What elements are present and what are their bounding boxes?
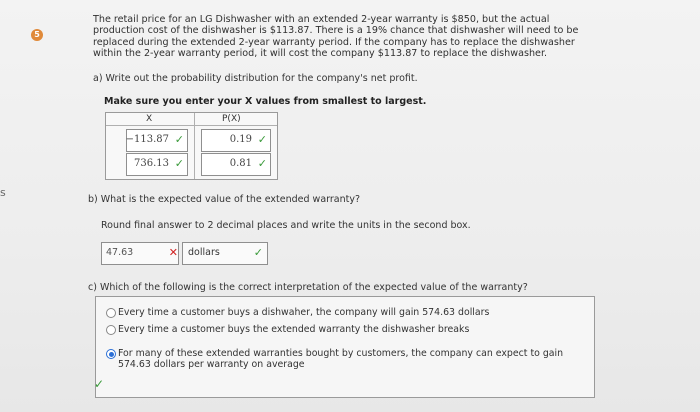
check-icon: ✓ <box>174 157 184 170</box>
radio-button-selected[interactable] <box>106 349 116 359</box>
question-number-badge: 5 <box>31 29 43 41</box>
check-icon: ✓ <box>174 133 184 146</box>
px-value-input-1[interactable]: 0.19 ✓ <box>201 129 271 152</box>
radio-button[interactable] <box>106 325 116 335</box>
cross-icon: ✕ <box>168 246 178 259</box>
units-input[interactable]: dollars ✓ <box>182 242 268 265</box>
part-b-label: b) What is the expected value of the extended warranty? <box>88 194 361 205</box>
question-text: The retail price for an LG Dishwasher with an extended 2-year warranty is $850, but the actual production cost of the dishwasher is $113.87. There is a 19% chance that dishwasher will need to be replaced during the extended 2-year warranty period. If the company has to replace the dishwasher within the 2-year warranty period, it will cost the company $113.87 to replace the dishwasher. <box>93 14 579 60</box>
radio-button[interactable] <box>106 308 116 318</box>
x-value-input-1[interactable]: −113.87 ✓ <box>126 129 188 152</box>
option-3[interactable]: For many of these extended warranties bought by customers, the company can expect to gain 574.63 dollars per warranty on average <box>106 348 594 370</box>
px-value-input-2[interactable]: 0.81 ✓ <box>201 153 271 176</box>
part-c-label: c) Which of the following is the correct interpretation of the expected value of the warranty? <box>88 282 528 293</box>
part-a-instruction: Make sure you enter your X values from smallest to largest. <box>104 96 427 107</box>
expected-value-input[interactable]: 47.63 ✕ <box>101 242 179 265</box>
x-column-header: X <box>146 114 153 124</box>
x-value-input-2[interactable]: 736.13 ✓ <box>126 153 188 176</box>
probability-distribution-table <box>105 112 278 180</box>
check-icon: ✓ <box>257 157 267 170</box>
check-icon: ✓ <box>94 377 105 391</box>
part-a-label: a) Write out the probability distribution for the company's net profit. <box>93 73 418 84</box>
option-2[interactable]: Every time a customer buys the extended warranty the dishwasher breaks <box>106 324 576 335</box>
check-icon: ✓ <box>253 246 263 259</box>
option-1[interactable]: Every time a customer buys a dishwaher, the company will gain 574.63 dollars <box>106 307 576 318</box>
header-divider <box>106 125 277 126</box>
interpretation-options <box>95 296 595 398</box>
check-icon: ✓ <box>257 133 267 146</box>
px-column-header: P(X) <box>222 114 241 124</box>
edge-fragment: s <box>0 186 6 199</box>
column-divider <box>194 113 195 179</box>
part-b-instruction: Round final answer to 2 decimal places and write the units in the second box. <box>101 220 471 231</box>
